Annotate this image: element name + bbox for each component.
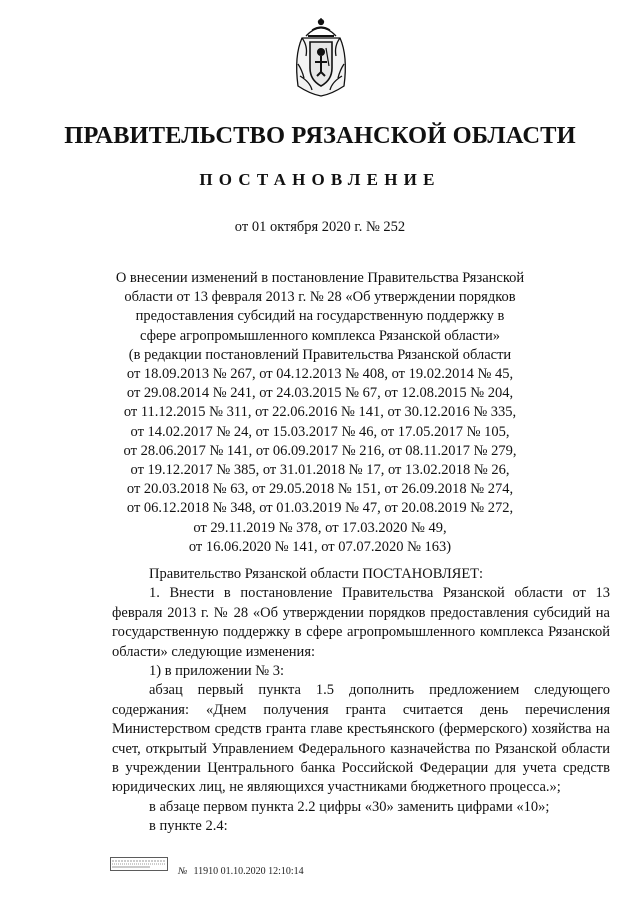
abzac-paragraph: абзац первый пункта 1.5 дополнить предложением следующего содержания: «Днем получения гранта считается день перечисления Министерством средств гранта главе крестьянского (фермерского) хозяйства на счет, открытый Управлением Федерального казначейства по Рязанской области в учреждении Центрального банка Российской Федерации для учета средств юридических лиц, не являющихся участниками бюджетного процесса.»; — [112, 682, 610, 796]
subject-line: от 14.02.2017 № 24, от 15.03.2017 № 46, от 17.05.2017 № 105, — [130, 423, 510, 440]
subject-line: О внесении изменений в постановление Правительства Рязанской — [115, 270, 525, 286]
subject-line: от 16.06.2020 № 141, от 07.07.2020 № 163) — [188, 538, 452, 555]
point-2-2-paragraph: в абзаце первом пункта 2.2 цифры «30» заменить цифрами «10»; — [149, 798, 550, 815]
subject-line: от 18.09.2013 № 267, от 04.12.2013 № 408, от 19.02.2014 № 45, — [126, 366, 514, 383]
subject-line: предоставления субсидий на государственную поддержку в — [135, 308, 505, 325]
subject-line: сфере агропромышленного комплекса Рязанской области» — [139, 327, 501, 344]
subject-line: от 29.08.2014 № 241, от 24.03.2015 № 67, от 12.08.2015 № 204, — [126, 385, 514, 402]
electronic-document-stamp — [110, 857, 168, 871]
document-body — [112, 565, 610, 837]
subject-line: от 06.12.2018 № 348, от 01.03.2019 № 47, от 20.08.2019 № 272, — [126, 500, 514, 517]
item-1-paragraph: 1. Внести в постановление Правительства Рязанской области от 13 февраля 2013 г. № 28 «Об утверждении порядков предоставления субсидий на государственную поддержку в сфере агропромышленного комплекса Рязанской области» следующие изменения: — [112, 585, 610, 660]
registration-id-datetime: 11910 01.10.2020 12:10:14 — [193, 866, 304, 877]
document-type-title: ПОСТАНОВЛЕНИЕ — [199, 170, 441, 189]
subject-line: от 11.12.2015 № 311, от 22.06.2016 № 141, от 30.12.2016 № 335, — [123, 404, 517, 421]
subject-line: от 29.11.2019 № 378, от 17.03.2020 № 49, — [193, 519, 447, 536]
subject-line: от 20.03.2018 № 63, от 29.05.2018 № 151, от 26.09.2018 № 274, — [126, 481, 514, 498]
subject-line: от 19.12.2017 № 385, от 31.01.2018 № 17, от 13.02.2018 № 26, — [130, 462, 510, 479]
subject-line: области от 13 февраля 2013 г. № 28 «Об утверждении порядков — [124, 289, 516, 306]
coat-of-arms-emblem — [290, 16, 352, 98]
subject-line: (в редакции постановлений Правительства Рязанской области — [128, 346, 512, 363]
subject-line: от 28.06.2017 № 141, от 06.09.2017 № 216, от 08.11.2017 № 279, — [123, 442, 517, 459]
subitem-1-paragraph: 1) в приложении № 3: — [149, 663, 284, 680]
document-subject — [0, 269, 640, 557]
resolves-paragraph: Правительство Рязанской области ПОСТАНОВЛЯЕТ: — [149, 566, 484, 582]
number-symbol: № — [178, 866, 188, 877]
point-2-4-paragraph: в пункте 2.4: — [149, 818, 228, 835]
document-date-number: от 01 октября 2020 г. № 252 — [234, 219, 406, 235]
registration-footer — [178, 866, 304, 877]
government-title: ПРАВИТЕЛЬСТВО РЯЗАНСКОЙ ОБЛАСТИ — [64, 122, 576, 149]
